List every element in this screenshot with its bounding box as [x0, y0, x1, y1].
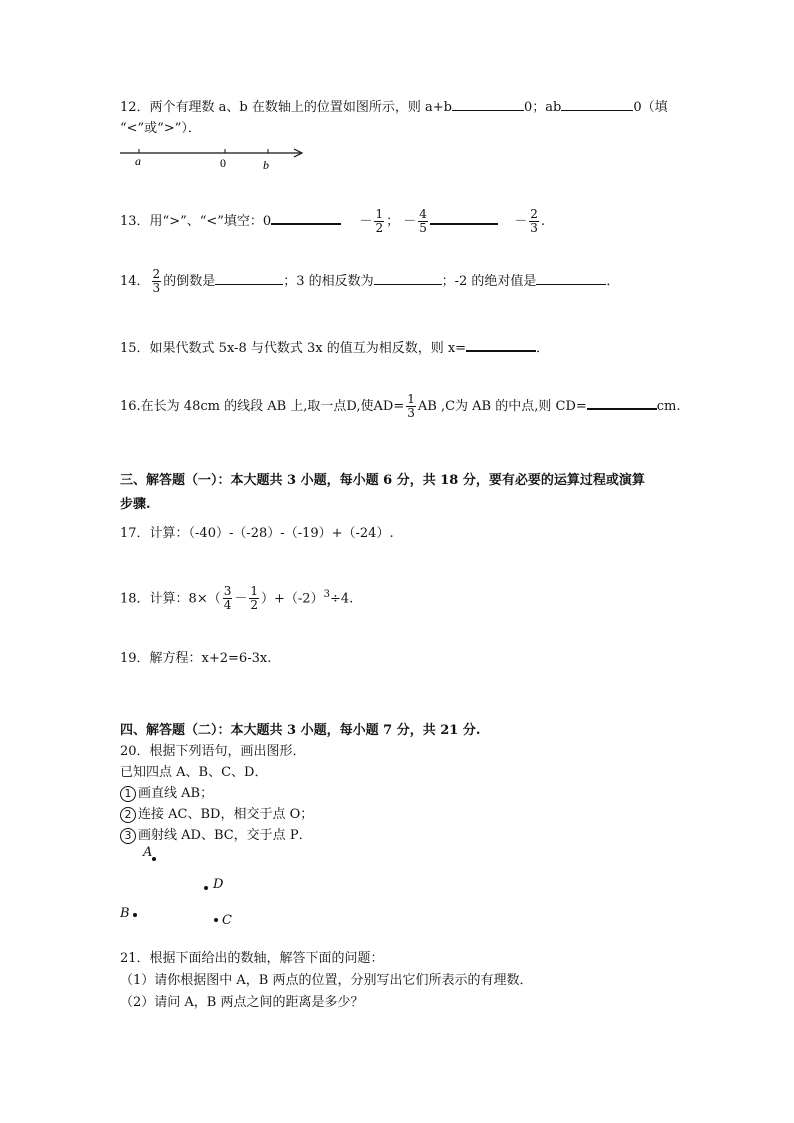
q13-frac1-sign: － — [359, 214, 373, 229]
q16-end: cm. — [656, 399, 681, 414]
q17-line: 17．计算：（-40）-（-28）-（-19）+（-24）. — [120, 526, 394, 541]
q20-item-text: 画直线 AB； — [138, 786, 214, 801]
circled-number-1: 1 — [120, 786, 136, 802]
point-label-c: C — [222, 913, 232, 928]
frac-numerator: 1 — [407, 392, 415, 406]
q14-text3: ；-2 的绝对值是 — [441, 274, 537, 289]
frac-denominator: 5 — [419, 221, 427, 235]
q20-item-text: 画射线 AD、BC，交于点 P． — [138, 828, 312, 843]
q14-blank3[interactable] — [536, 272, 606, 285]
label-a: a — [135, 154, 141, 168]
q16-line — [120, 390, 681, 424]
point-d-dot — [204, 886, 208, 890]
point-c-dot — [214, 918, 218, 922]
q15-blank[interactable] — [466, 338, 536, 352]
section4-heading: 四、解答题（二）：本大题共 3 小题，每小题 7 分，共 21 分. — [120, 723, 481, 738]
circled-number-3: 3 — [120, 828, 136, 844]
q13-frac3-sign: － — [514, 214, 528, 229]
q18-suffix: ）+（-2） — [261, 591, 324, 607]
q16-blank[interactable] — [587, 396, 657, 410]
q13-frac2 — [418, 208, 428, 235]
q13-end: . — [540, 214, 546, 229]
q21-line3: （2）请问 A，B 两点之间的距离是多少？ — [120, 995, 364, 1010]
q12-blank1[interactable] — [452, 98, 524, 111]
q18-line — [120, 578, 353, 616]
q13-frac1 — [374, 208, 384, 235]
q16-text1: 16.在长为 48cm 的线段 AB 上,取一点D,使AD= — [120, 399, 405, 414]
section3-heading-line2: 步骤. — [120, 497, 151, 512]
q12-text2: 0；ab — [523, 100, 562, 115]
point-a-dot — [152, 857, 156, 861]
q21-line2: （1）请你根据图中 A，B 两点的位置，分别写出它们所表示的有理数． — [120, 973, 533, 988]
frac-denominator: 2 — [250, 598, 259, 613]
q15-text1: 15．如果代数式 5x-8 与代数式 3x 的值互为相反数，则 x= — [120, 341, 467, 356]
frac-denominator: 3 — [152, 281, 161, 295]
q16-frac — [406, 393, 416, 420]
point-label-b: B — [120, 906, 130, 921]
q21-line1: 21．根据下面给出的数轴，解答下面的问题： — [120, 951, 384, 966]
q20-item-3 — [120, 827, 312, 845]
point-b-dot — [133, 913, 137, 917]
frac-numerator: 2 — [152, 267, 161, 281]
frac-denominator: 4 — [223, 598, 232, 613]
frac-numerator: 1 — [375, 207, 384, 221]
q18-frac1 — [223, 585, 233, 612]
frac-numerator: 4 — [419, 207, 427, 221]
q15-line — [120, 338, 549, 358]
q13-blank1[interactable] — [271, 211, 341, 225]
q18-frac2 — [249, 585, 259, 612]
q20-item-1 — [120, 785, 213, 803]
q19-line: 19．解方程：x+2=6-3x. — [120, 651, 272, 666]
q13-frac2-sign: － — [403, 214, 417, 229]
q20-line1: 20．根据下列语句，画出图形． — [120, 744, 306, 759]
q14-text1: 的倒数是 — [163, 274, 216, 289]
frac-numerator: 3 — [223, 584, 232, 599]
q13-sep: ； — [386, 214, 400, 229]
q13-text1: 13．用“>”、“<”填空：0 — [120, 214, 272, 229]
point-label-d: D — [213, 877, 224, 892]
q16-text2: AB ,C为 AB 的中点,则 CD= — [417, 399, 587, 414]
q18-end: ÷4. — [329, 591, 354, 607]
q14-frac — [152, 268, 162, 295]
q14-text2: ；3 的相反数为 — [283, 274, 374, 289]
q13-blank2[interactable] — [430, 211, 498, 225]
q14-end: ． — [606, 274, 620, 289]
point-label-a: A — [143, 845, 153, 860]
q20-line2: 已知四点 A、B、C、D． — [120, 765, 268, 780]
circled-number-2: 2 — [120, 807, 136, 823]
q12-number-line — [118, 146, 314, 174]
q18-prefix: 18．计算：8×（ — [120, 591, 221, 607]
q14-line — [120, 265, 619, 299]
q14-blank1[interactable] — [215, 272, 283, 285]
q20-item-2 — [120, 806, 313, 824]
q14-blank2[interactable] — [374, 272, 442, 285]
label-0: 0 — [220, 156, 226, 170]
q15-end: ． — [536, 341, 550, 356]
frac-numerator: 1 — [250, 584, 259, 599]
q12-line1 — [120, 98, 668, 117]
q18-exponent: 3 — [323, 589, 330, 600]
q13-line — [120, 205, 545, 239]
frac-denominator: 3 — [407, 406, 415, 420]
frac-numerator: 2 — [530, 207, 538, 221]
q12-text4: “<”或“>”）． — [120, 121, 201, 136]
q20-item-text: 连接 AC、BD，相交于点 O； — [138, 807, 314, 822]
q18-minus: － — [234, 591, 248, 607]
q12-line2 — [120, 120, 201, 138]
section3-heading-line1: 三、解答题（一）：本大题共 3 小题，每小题 6 分，共 18 分，要有必要的运算过程或演算 — [120, 473, 645, 488]
q12-blank2[interactable] — [561, 98, 633, 111]
label-b: b — [263, 158, 269, 172]
frac-denominator: 2 — [375, 221, 384, 235]
frac-denominator: 3 — [530, 221, 538, 235]
q12-text1: 12．两个有理数 a、b 在数轴上的位置如图所示，则 a+b — [120, 100, 452, 115]
q12-text3: 0（填 — [633, 100, 668, 115]
q14-prefix: 14． — [120, 274, 150, 289]
q13-frac3 — [529, 208, 539, 235]
